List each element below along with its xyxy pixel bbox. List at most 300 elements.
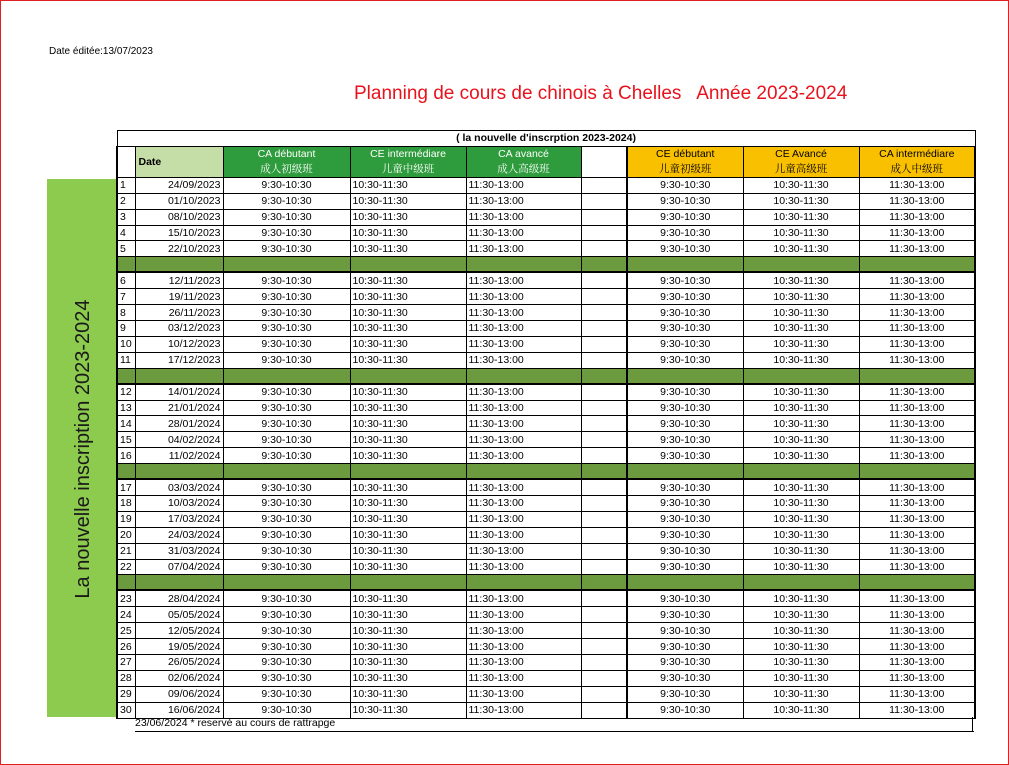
row-date: 19/05/2024 [135,639,223,655]
cell-ca-debutant: 9:30-10:30 [223,336,350,352]
cell-ce-avance: 10:30-11:30 [743,416,859,432]
header-ca-debutant-zh: 成人初级班 [260,162,313,175]
break-cell [581,575,627,591]
cell-ca-intermediare: 11:30-13:00 [859,686,975,702]
table-row [117,209,975,225]
cell-ce-avance: 10:30-11:30 [743,400,859,416]
cell-ce-intermediaire: 10:30-11:30 [350,400,466,416]
cell-ca-intermediare: 11:30-13:00 [859,177,975,193]
cell-gap [581,289,627,305]
cell-ca-intermediare: 11:30-13:00 [859,590,975,606]
cell-ca-avance: 11:30-13:00 [466,496,581,512]
cell-ca-avance: 11:30-13:00 [466,623,581,639]
break-cell [135,464,223,480]
cell-ca-intermediare: 11:30-13:00 [859,193,975,209]
cell-ca-intermediare: 11:30-13:00 [859,702,975,718]
cell-ce-intermediaire: 10:30-11:30 [350,448,466,464]
cell-gap [581,352,627,368]
row-date: 24/03/2024 [135,527,223,543]
cell-ce-intermediaire: 10:30-11:30 [350,305,466,321]
row-date: 07/04/2024 [135,559,223,575]
cell-ce-debutant: 9:30-10:30 [627,305,743,321]
row-date: 03/12/2023 [135,321,223,337]
cell-ce-avance: 10:30-11:30 [743,702,859,718]
cell-ce-avance: 10:30-11:30 [743,670,859,686]
cell-gap [581,655,627,671]
cell-ce-avance: 10:30-11:30 [743,241,859,257]
cell-ca-debutant: 9:30-10:30 [223,209,350,225]
cell-ca-intermediare: 11:30-13:00 [859,623,975,639]
break-cell [223,464,350,480]
cell-ce-intermediaire: 10:30-11:30 [350,511,466,527]
table-row [117,305,975,321]
break-cell [223,368,350,384]
row-date: 17/03/2024 [135,511,223,527]
header-ca-avance-fr: CA avancé [498,147,549,160]
row-number: 16 [117,448,135,464]
header-ce-avance [743,146,859,177]
row-number: 14 [117,416,135,432]
cell-ce-avance: 10:30-11:30 [743,479,859,495]
row-number: 6 [117,272,135,288]
break-cell [223,257,350,273]
cell-gap [581,241,627,257]
cell-ce-intermediaire: 10:30-11:30 [350,352,466,368]
table-row [117,416,975,432]
cell-ce-avance: 10:30-11:30 [743,655,859,671]
header-date: Date [135,146,223,177]
cell-ca-intermediare: 11:30-13:00 [859,432,975,448]
page-title: Planning de cours de chinois à Chelles Année 2023-2024 [354,83,848,104]
break-cell [223,575,350,591]
cell-gap [581,607,627,623]
row-number: 17 [117,479,135,495]
cell-ce-debutant: 9:30-10:30 [627,209,743,225]
row-date: 04/02/2024 [135,432,223,448]
break-row [117,368,975,384]
table-row [117,225,975,241]
cell-ca-debutant: 9:30-10:30 [223,193,350,209]
break-cell [350,368,466,384]
cell-ce-avance: 10:30-11:30 [743,590,859,606]
cell-gap [581,639,627,655]
cell-ce-debutant: 9:30-10:30 [627,416,743,432]
cell-ce-debutant: 9:30-10:30 [627,623,743,639]
cell-ce-avance: 10:30-11:30 [743,352,859,368]
cell-gap [581,686,627,702]
row-number: 3 [117,209,135,225]
break-cell [859,257,975,273]
cell-ca-avance: 11:30-13:00 [466,289,581,305]
break-cell [117,368,135,384]
cell-ca-intermediare: 11:30-13:00 [859,670,975,686]
cell-ca-debutant: 9:30-10:30 [223,432,350,448]
table-row [117,686,975,702]
cell-ce-debutant: 9:30-10:30 [627,670,743,686]
table-row [117,543,975,559]
row-date: 31/03/2024 [135,543,223,559]
row-date: 14/01/2024 [135,384,223,400]
cell-ca-debutant: 9:30-10:30 [223,289,350,305]
date-edited: Date éditée:13/07/2023 [49,46,153,57]
cell-gap [581,400,627,416]
row-number: 23 [117,590,135,606]
cell-ca-avance: 11:30-13:00 [466,543,581,559]
cell-ce-debutant: 9:30-10:30 [627,511,743,527]
cell-ca-debutant: 9:30-10:30 [223,448,350,464]
row-number: 29 [117,686,135,702]
cell-ce-debutant: 9:30-10:30 [627,321,743,337]
cell-ce-avance: 10:30-11:30 [743,607,859,623]
cell-ca-avance: 11:30-13:00 [466,225,581,241]
cell-gap [581,527,627,543]
cell-ca-debutant: 9:30-10:30 [223,305,350,321]
cell-ce-avance: 10:30-11:30 [743,639,859,655]
cell-ca-intermediare: 11:30-13:00 [859,479,975,495]
cell-ca-intermediare: 11:30-13:00 [859,209,975,225]
cell-gap [581,272,627,288]
table-row [117,241,975,257]
break-cell [743,257,859,273]
cell-ce-avance: 10:30-11:30 [743,321,859,337]
table-row [117,702,975,718]
row-number: 25 [117,623,135,639]
cell-ca-intermediare: 11:30-13:00 [859,272,975,288]
cell-gap [581,511,627,527]
table-row [117,527,975,543]
cell-ca-intermediare: 11:30-13:00 [859,607,975,623]
header-ce-avance-zh: 儿童高级班 [774,162,828,175]
cell-ce-intermediaire: 10:30-11:30 [350,623,466,639]
row-number: 7 [117,289,135,305]
break-cell [135,368,223,384]
row-number: 21 [117,543,135,559]
row-date: 16/06/2024 [135,702,223,718]
table-row [117,496,975,512]
cell-ce-intermediaire: 10:30-11:30 [350,272,466,288]
table-row [117,432,975,448]
cell-ca-avance: 11:30-13:00 [466,479,581,495]
cell-gap [581,305,627,321]
cell-ca-debutant: 9:30-10:30 [223,543,350,559]
cell-ca-debutant: 9:30-10:30 [223,225,350,241]
break-row [117,257,975,273]
row-date: 08/10/2023 [135,209,223,225]
row-number: 22 [117,559,135,575]
row-number: 4 [117,225,135,241]
cell-ce-intermediaire: 10:30-11:30 [350,225,466,241]
cell-ce-avance: 10:30-11:30 [743,511,859,527]
table-row [117,321,975,337]
cell-ca-intermediare: 11:30-13:00 [859,289,975,305]
cell-ce-intermediaire: 10:30-11:30 [350,655,466,671]
row-number: 5 [117,241,135,257]
cell-ce-intermediaire: 10:30-11:30 [350,432,466,448]
table-caption: ( la nouvelle d'inscrption 2023-2024) [117,131,975,147]
table-row [117,639,975,655]
table-row [117,479,975,495]
row-number: 1 [117,177,135,193]
break-cell [627,575,743,591]
cell-ce-intermediaire: 10:30-11:30 [350,321,466,337]
row-date: 26/05/2024 [135,655,223,671]
break-cell [466,368,581,384]
row-date: 17/12/2023 [135,352,223,368]
cell-ce-avance: 10:30-11:30 [743,448,859,464]
cell-ce-avance: 10:30-11:30 [743,177,859,193]
header-ca-debutant-fr: CA débutant [257,147,316,160]
break-cell [350,575,466,591]
cell-ca-intermediare: 11:30-13:00 [859,511,975,527]
row-date: 28/04/2024 [135,590,223,606]
cell-ce-debutant: 9:30-10:30 [627,352,743,368]
cell-ce-intermediaire: 10:30-11:30 [350,702,466,718]
table-row [117,655,975,671]
cell-ce-intermediaire: 10:30-11:30 [350,527,466,543]
cell-ce-avance: 10:30-11:30 [743,496,859,512]
cell-gap [581,177,627,193]
cell-ce-avance: 10:30-11:30 [743,432,859,448]
cell-ca-debutant: 9:30-10:30 [223,177,350,193]
cell-ce-intermediaire: 10:30-11:30 [350,384,466,400]
cell-ce-avance: 10:30-11:30 [743,384,859,400]
cell-ca-avance: 11:30-13:00 [466,590,581,606]
cell-gap [581,702,627,718]
cell-ca-debutant: 9:30-10:30 [223,590,350,606]
row-number: 18 [117,496,135,512]
break-cell [627,368,743,384]
cell-ca-avance: 11:30-13:00 [466,272,581,288]
cell-ca-debutant: 9:30-10:30 [223,384,350,400]
cell-gap [581,448,627,464]
table-row [117,384,975,400]
row-number: 13 [117,400,135,416]
row-number: 2 [117,193,135,209]
footnote-right-border [972,717,973,732]
cell-ce-avance: 10:30-11:30 [743,225,859,241]
cell-ca-intermediare: 11:30-13:00 [859,384,975,400]
cell-ca-intermediare: 11:30-13:00 [859,543,975,559]
cell-ca-intermediare: 11:30-13:00 [859,559,975,575]
cell-ca-debutant: 9:30-10:30 [223,655,350,671]
cell-ca-debutant: 9:30-10:30 [223,479,350,495]
cell-ce-intermediaire: 10:30-11:30 [350,241,466,257]
table-row [117,193,975,209]
row-number: 9 [117,321,135,337]
row-date: 15/10/2023 [135,225,223,241]
header-ce-intermediaire-fr: CE intermédiare [370,147,446,160]
row-number: 26 [117,639,135,655]
row-date: 12/05/2024 [135,623,223,639]
cell-ce-debutant: 9:30-10:30 [627,241,743,257]
cell-ce-debutant: 9:30-10:30 [627,655,743,671]
cell-ce-debutant: 9:30-10:30 [627,177,743,193]
footnote-underline [135,731,974,732]
cell-ce-avance: 10:30-11:30 [743,272,859,288]
table-row [117,336,975,352]
cell-ce-intermediaire: 10:30-11:30 [350,686,466,702]
row-date: 10/03/2024 [135,496,223,512]
break-cell [743,368,859,384]
row-number: 30 [117,702,135,718]
cell-ca-debutant: 9:30-10:30 [223,416,350,432]
cell-ce-intermediaire: 10:30-11:30 [350,670,466,686]
cell-ca-debutant: 9:30-10:30 [223,321,350,337]
break-cell [743,464,859,480]
cell-gap [581,496,627,512]
row-number: 12 [117,384,135,400]
cell-ca-intermediare: 11:30-13:00 [859,496,975,512]
row-number: 20 [117,527,135,543]
break-cell [350,464,466,480]
table-row [117,352,975,368]
table-row [117,448,975,464]
break-cell [117,257,135,273]
row-number: 28 [117,670,135,686]
cell-ce-debutant: 9:30-10:30 [627,448,743,464]
cell-ca-intermediare: 11:30-13:00 [859,321,975,337]
schedule-table [116,130,976,719]
break-cell [581,257,627,273]
cell-ce-intermediaire: 10:30-11:30 [350,543,466,559]
cell-gap [581,479,627,495]
break-cell [581,464,627,480]
cell-ca-debutant: 9:30-10:30 [223,400,350,416]
row-date: 10/12/2023 [135,336,223,352]
break-cell [581,368,627,384]
cell-gap [581,623,627,639]
cell-ce-avance: 10:30-11:30 [743,193,859,209]
cell-ce-avance: 10:30-11:30 [743,289,859,305]
cell-ca-avance: 11:30-13:00 [466,702,581,718]
cell-gap [581,543,627,559]
cell-gap [581,193,627,209]
cell-ce-debutant: 9:30-10:30 [627,559,743,575]
table-row [117,272,975,288]
cell-ca-debutant: 9:30-10:30 [223,607,350,623]
row-date: 28/01/2024 [135,416,223,432]
cell-ca-avance: 11:30-13:00 [466,209,581,225]
header-ce-debutant [627,146,743,177]
side-label: La nouvelle inscription 2023-2024 [72,299,94,599]
header-ce-avance-fr: CE Avancé [775,147,827,160]
cell-ce-intermediaire: 10:30-11:30 [350,496,466,512]
cell-ce-avance: 10:30-11:30 [743,559,859,575]
table-row [117,289,975,305]
cell-ce-debutant: 9:30-10:30 [627,479,743,495]
break-cell [627,464,743,480]
cell-ce-debutant: 9:30-10:30 [627,543,743,559]
break-cell [859,464,975,480]
cell-ca-debutant: 9:30-10:30 [223,241,350,257]
row-number: 24 [117,607,135,623]
cell-gap [581,321,627,337]
break-cell [859,575,975,591]
cell-ce-debutant: 9:30-10:30 [627,384,743,400]
row-number: 27 [117,655,135,671]
cell-ce-avance: 10:30-11:30 [743,543,859,559]
row-date: 26/11/2023 [135,305,223,321]
cell-ce-debutant: 9:30-10:30 [627,527,743,543]
header-ce-debutant-zh: 儿童初级班 [659,162,712,175]
header-ce-debutant-fr: CE débutant [656,147,715,160]
cell-ce-intermediaire: 10:30-11:30 [350,559,466,575]
cell-ca-intermediare: 11:30-13:00 [859,241,975,257]
cell-gap [581,209,627,225]
cell-ca-avance: 11:30-13:00 [466,511,581,527]
row-date: 03/03/2024 [135,479,223,495]
row-date: 09/06/2024 [135,686,223,702]
cell-ce-avance: 10:30-11:30 [743,305,859,321]
break-cell [466,257,581,273]
row-date: 21/01/2024 [135,400,223,416]
cell-ce-intermediaire: 10:30-11:30 [350,177,466,193]
cell-ce-debutant: 9:30-10:30 [627,193,743,209]
table-row [117,590,975,606]
header-number [117,146,135,177]
break-cell [627,257,743,273]
footnote: 23/06/2024 * reservé au cours de rattrapge [135,717,336,729]
cell-ca-avance: 11:30-13:00 [466,400,581,416]
cell-ce-debutant: 9:30-10:30 [627,702,743,718]
cell-ca-debutant: 9:30-10:30 [223,639,350,655]
row-number: 19 [117,511,135,527]
header-ca-avance-zh: 成人高级班 [497,162,550,175]
cell-ca-intermediare: 11:30-13:00 [859,416,975,432]
cell-ca-avance: 11:30-13:00 [466,305,581,321]
table-row [117,559,975,575]
cell-ca-debutant: 9:30-10:30 [223,686,350,702]
cell-ce-debutant: 9:30-10:30 [627,496,743,512]
cell-ce-intermediaire: 10:30-11:30 [350,639,466,655]
cell-ce-intermediaire: 10:30-11:30 [350,416,466,432]
cell-ca-avance: 11:30-13:00 [466,607,581,623]
cell-ce-intermediaire: 10:30-11:30 [350,336,466,352]
cell-ce-debutant: 9:30-10:30 [627,400,743,416]
break-cell [135,257,223,273]
cell-ca-avance: 11:30-13:00 [466,241,581,257]
row-date: 01/10/2023 [135,193,223,209]
cell-ca-intermediare: 11:30-13:00 [859,655,975,671]
cell-ca-debutant: 9:30-10:30 [223,623,350,639]
row-date: 19/11/2023 [135,289,223,305]
cell-ce-debutant: 9:30-10:30 [627,272,743,288]
cell-ca-avance: 11:30-13:00 [466,384,581,400]
cell-gap [581,559,627,575]
break-cell [350,257,466,273]
cell-ca-debutant: 9:30-10:30 [223,496,350,512]
cell-ca-debutant: 9:30-10:30 [223,702,350,718]
cell-ca-avance: 11:30-13:00 [466,432,581,448]
row-date: 24/09/2023 [135,177,223,193]
cell-ce-debutant: 9:30-10:30 [627,590,743,606]
cell-ca-debutant: 9:30-10:30 [223,559,350,575]
cell-ca-debutant: 9:30-10:30 [223,527,350,543]
cell-ca-avance: 11:30-13:00 [466,336,581,352]
cell-ce-intermediaire: 10:30-11:30 [350,590,466,606]
table-row [117,177,975,193]
header-ca-intermediare-zh: 成人中级班 [890,162,944,175]
cell-ca-avance: 11:30-13:00 [466,639,581,655]
break-cell [135,575,223,591]
cell-ca-avance: 11:30-13:00 [466,352,581,368]
cell-ce-avance: 10:30-11:30 [743,623,859,639]
cell-ca-debutant: 9:30-10:30 [223,511,350,527]
cell-ce-debutant: 9:30-10:30 [627,639,743,655]
break-cell [743,575,859,591]
cell-ce-debutant: 9:30-10:30 [627,289,743,305]
cell-ce-debutant: 9:30-10:30 [627,686,743,702]
